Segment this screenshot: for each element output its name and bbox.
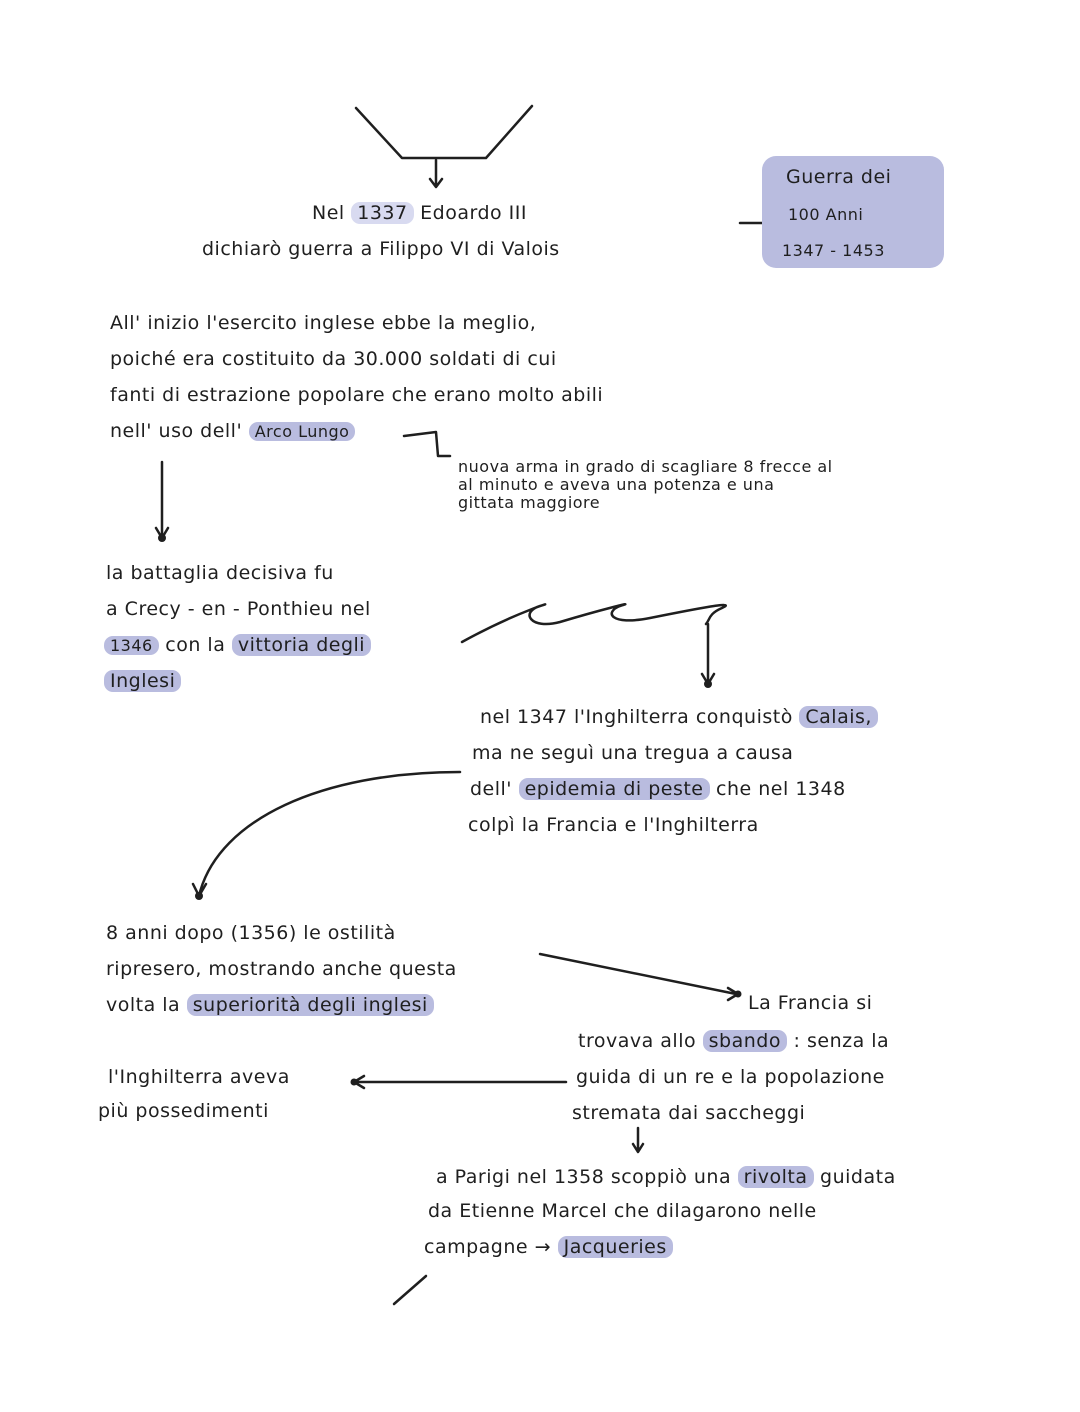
army-line-2: poiché era costituito da 30.000 soldati di cui [110,348,557,370]
paris-l1-post: guidata [820,1166,896,1188]
trailing-stroke [394,1276,426,1304]
dot-arrow-battle [158,534,166,542]
bow-note-2: al minuto e aveva una potenza e una [458,475,775,494]
france-l2-post: : senza la [793,1030,890,1052]
box-line-3: 1347 - 1453 [782,241,885,260]
calais-line-4: colpì la Francia e l'Inghilterra [468,814,759,836]
intro-year: 1337 [351,202,413,224]
army-line-1: All' inizio l'esercito inglese ebbe la meglio, [110,312,537,334]
jacqueries-highlight: Jacqueries [558,1236,673,1258]
arco-lungo-highlight: Arco Lungo [249,422,356,441]
army-line-3: fanti di estrazione popolare che erano molto abili [110,384,604,406]
battle-line-1: la battaglia decisiva fu [106,562,334,584]
battle-line-3 [104,634,371,656]
intro-line-1 [312,202,527,224]
france-line-1: La Francia si [748,992,873,1014]
paris-line-1 [436,1166,896,1188]
battle-line-2: a Crecy - en - Ponthieu nel [106,598,371,620]
calais-line-3 [470,778,846,800]
dot-arrow-resume [195,892,203,900]
superiority-highlight: superiorità degli inglesi [187,994,434,1016]
sbando-highlight: sbando [703,1030,787,1052]
calais-l3-post: che nel 1348 [716,778,846,800]
dot-arrow-england [351,1079,358,1086]
bow-note-1: nuova arma in grado di scagliare 8 frecce al [458,457,833,476]
rivolta-highlight: rivolta [738,1166,814,1188]
army-line-4 [110,420,355,442]
england-line-2: più possedimenti [98,1100,269,1122]
arrow-to-england [354,1076,566,1088]
battle-year: 1346 [104,636,159,655]
arrow-to-france [540,954,738,1000]
resume-l3-pre: volta la [106,994,181,1016]
calais-l3-pre: dell' [470,778,513,800]
army-l4-pre: nell' uso dell' [110,420,243,442]
calais-line-2: ma ne seguì una tregua a causa [472,742,794,764]
bow-note-3: gittata maggiore [458,493,601,512]
england-line-1: l'Inghilterra aveva [108,1066,290,1088]
arrow-to-calais [702,624,714,684]
battle-mid: con la [165,634,226,656]
france-line-2 [578,1030,889,1052]
arrow-down-battle [156,462,168,538]
france-line-3: guida di un re e la popolazione [576,1066,885,1088]
box-line-2: 100 Anni [788,205,864,224]
arrow-to-paris [633,1128,643,1152]
peste-highlight: epidemia di peste [519,778,710,800]
funnel-shape [356,106,532,158]
box-line-1: Guerra dei [786,166,892,188]
resume-line-3 [106,994,434,1016]
battle-line-4 [104,670,181,692]
france-line-4: stremata dai saccheggi [572,1102,806,1124]
intro-line-2: dichiarò guerra a Filippo VI di Valois [202,238,560,260]
paris-line-2: da Etienne Marcel che dilagarono nelle [428,1200,817,1222]
intro-post: Edoardo III [420,202,527,224]
resume-line-2: ripresero, mostrando anche questa [106,958,457,980]
calais-l1-pre: nel 1347 l'Inghilterra conquistò [480,706,793,728]
paris-l3-pre: campagne → [424,1236,552,1258]
bow-bracket [404,432,450,456]
dot-arrow-calais [704,680,712,688]
paris-l1-pre: a Parigi nel 1358 scoppiò una [436,1166,732,1188]
funnel-arrow [430,160,442,187]
calais-line-1 [480,706,878,728]
battle-victory-highlight: vittoria degli [232,634,371,656]
resume-line-1: 8 anni dopo (1356) le ostilità [106,922,396,944]
dot-arrow-france [735,991,742,998]
france-l2-pre: trovava allo [578,1030,697,1052]
loopy-line [462,604,726,642]
paris-line-3 [424,1236,673,1258]
curve-to-resume [193,772,460,896]
calais-highlight: Calais, [799,706,878,728]
intro-pre: Nel [312,202,345,224]
battle-inglesi-highlight: Inglesi [104,670,181,692]
